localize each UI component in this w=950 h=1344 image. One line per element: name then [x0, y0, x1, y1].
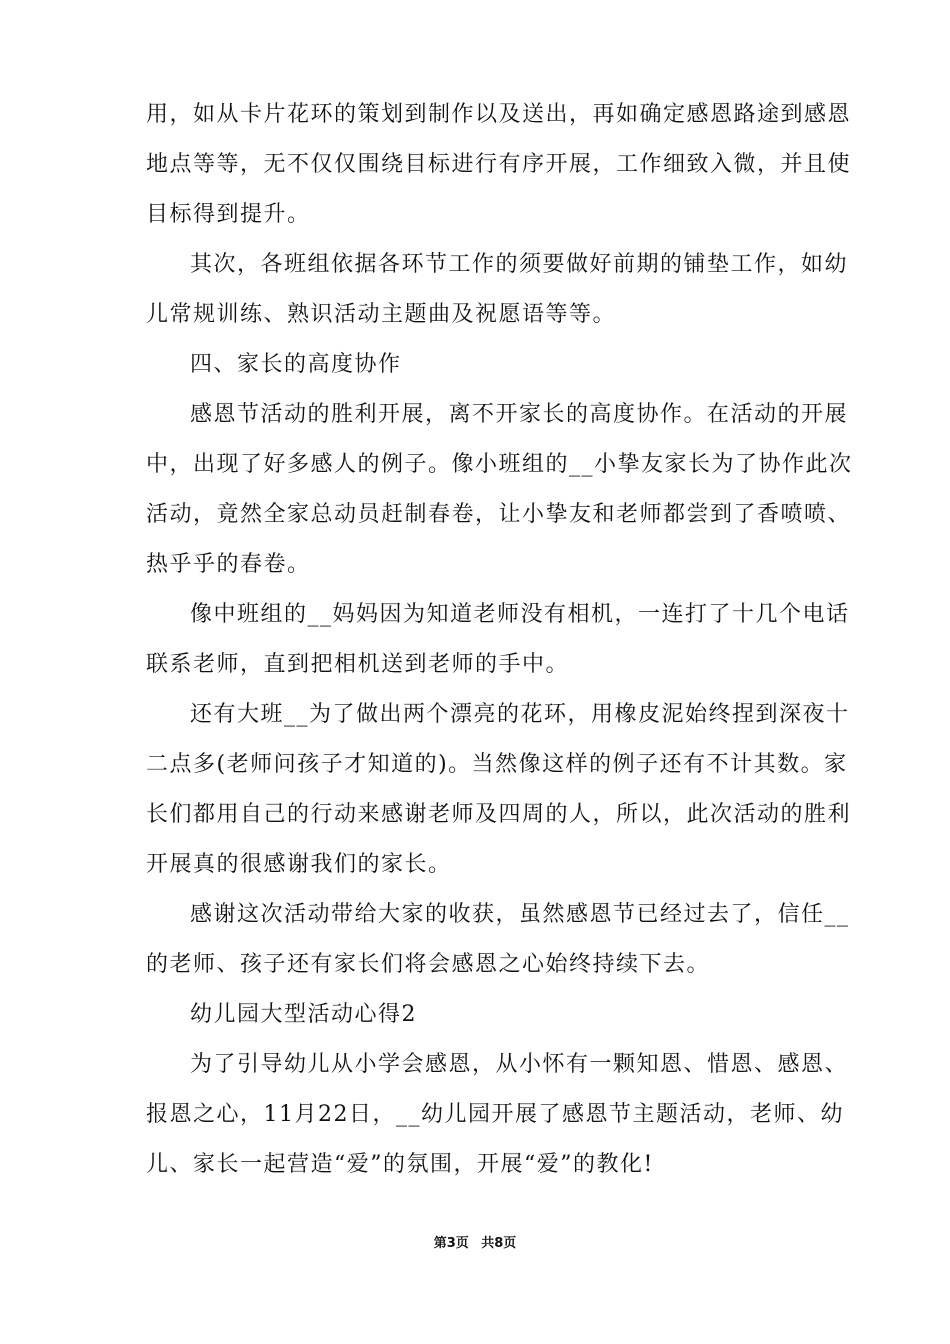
- page-total: 共8页: [481, 1236, 517, 1251]
- text-line-17: 感谢这次活动带给大家的收获，虽然感恩节已经过去了，信任__: [190, 902, 850, 927]
- text-line-7: 感恩节活动的胜利开展，离不开家长的高度协作。在活动的开展: [190, 402, 849, 427]
- text-line-3: 目标得到提升。: [146, 202, 311, 227]
- text-line-15: 长们都用自己的行动来感谢老师及四周的人，所以，此次活动的胜利: [146, 802, 852, 827]
- text-line-1: 用，如从卡片花环的策划到制作以及送出，再如确定感恩路途到感恩: [146, 102, 852, 127]
- text-line-12: 联系老师，直到把相机送到老师的手中。: [146, 652, 570, 677]
- text-line-5: 儿常规训练、熟识活动主题曲及祝愿语等等。: [146, 302, 617, 327]
- text-line-4: 其次，各班组依据各环节工作的须要做好前期的铺垫工作，如幼: [190, 252, 849, 277]
- text-line-11: 像中班组的__妈妈因为知道老师没有相机，一连打了十几个电话: [190, 602, 850, 627]
- text-line-18: 的老师、孩子还有家长们将会感恩之心始终持续下去。: [146, 952, 711, 977]
- page-footer: [0, 1232, 950, 1251]
- section-title: 幼儿园大型活动心得2: [190, 1002, 417, 1027]
- text-line-14: 二点多(老师问孩子才知道的)。当然像这样的例子还有不计其数。家: [146, 752, 848, 777]
- page-number: 第3页: [433, 1236, 469, 1251]
- text-line-22: 儿、家长一起营造“爱”的氛围，开展“爱”的教化!: [146, 1152, 654, 1177]
- text-line-13: 还有大班__为了做出两个漂亮的花环，用橡皮泥始终捏到深夜十: [190, 702, 850, 727]
- text-line-2: 地点等等，无不仅仅围绕目标进行有序开展，工作细致入微，并且使: [146, 152, 852, 177]
- section-heading: 四、家长的高度协作: [190, 352, 402, 377]
- text-line-20: 为了引导幼儿从小学会感恩，从小怀有一颗知恩、惜恩、感恩、: [190, 1052, 849, 1077]
- text-line-8: 中，出现了好多感人的例子。像小班组的__小挚友家长为了协作此次: [146, 452, 853, 477]
- text-line-16: 开展真的很感谢我们的家长。: [146, 852, 452, 877]
- text-line-10: 热乎乎的春卷。: [146, 552, 311, 577]
- text-line-9: 活动，竟然全家总动员赶制春卷，让小挚友和老师都尝到了香喷喷、: [146, 502, 852, 527]
- text-line-21: 报恩之心，11月22日，__幼儿园开展了感恩节主题活动，老师、幼: [146, 1102, 844, 1127]
